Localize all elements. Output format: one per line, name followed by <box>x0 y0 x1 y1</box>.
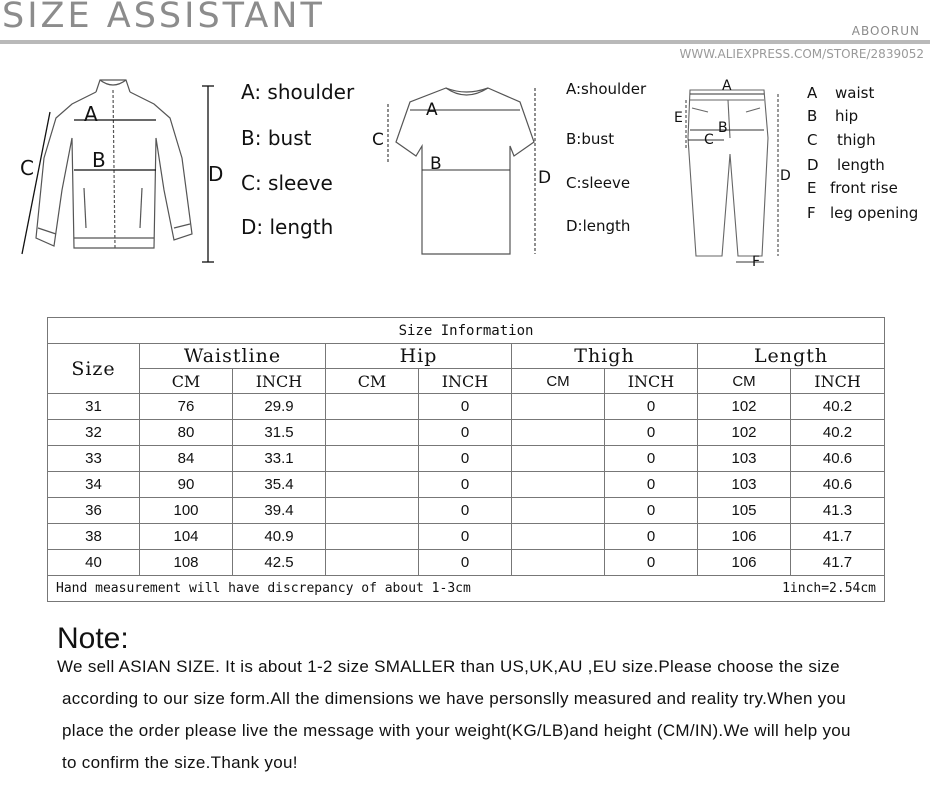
measurement-cell: 0 <box>419 420 512 446</box>
size-cell: 34 <box>48 472 140 498</box>
tshirt-illustration <box>370 82 560 262</box>
size-cell: 31 <box>48 394 140 420</box>
pants-legend-thigh <box>807 131 876 149</box>
unit-header: CM <box>698 369 791 394</box>
table-row <box>48 550 885 576</box>
measurement-cell <box>326 420 419 446</box>
pants-legend-letter: C <box>807 131 818 149</box>
measurement-cell: 0 <box>605 550 698 576</box>
pants-diagram <box>672 78 802 268</box>
note-line: place the order please live the message with your weight(KG/LB)and height (CM/IN).We will help you <box>62 721 851 740</box>
table-row <box>48 498 885 524</box>
unit-header: INCH <box>233 369 326 394</box>
pants-legend-text: hip <box>835 107 859 125</box>
measurement-cell: 40.6 <box>791 446 885 472</box>
table-body <box>48 394 885 576</box>
measurement-cell: 0 <box>419 446 512 472</box>
size-cell: 38 <box>48 524 140 550</box>
measurement-cell: 0 <box>419 498 512 524</box>
measurement-cell: 108 <box>140 550 233 576</box>
measurement-cell: 0 <box>605 420 698 446</box>
tshirt-diagram <box>370 82 560 262</box>
jacket-label-shoulder: A: shoulder <box>241 80 355 104</box>
measurement-cell: 0 <box>605 472 698 498</box>
measurement-cell <box>512 550 605 576</box>
measurement-cell: 42.5 <box>233 550 326 576</box>
measurement-cell: 84 <box>140 446 233 472</box>
unit-header: INCH <box>605 369 698 394</box>
brand-name: ABOORUN <box>851 24 920 38</box>
tshirt-letter-c: C <box>372 130 384 150</box>
inch-conversion: 1inch=2.54cm <box>782 581 877 596</box>
jacket-label-length: D: length <box>241 215 334 239</box>
pants-legend-hip <box>807 107 858 125</box>
measurement-cell: 0 <box>605 394 698 420</box>
table-footer <box>48 576 885 602</box>
measurement-cell: 41.7 <box>791 524 885 550</box>
pants-letter-c: C <box>704 132 714 148</box>
measurement-cell <box>512 498 605 524</box>
measurement-cell: 29.9 <box>233 394 326 420</box>
measurement-cell: 80 <box>140 420 233 446</box>
measurement-cell: 106 <box>698 524 791 550</box>
measurement-cell <box>512 420 605 446</box>
pants-legend-letter: F <box>807 204 816 222</box>
measurement-cell <box>512 394 605 420</box>
note-line: according to our size form.All the dimensions we have personslly measured and reality try.When you <box>62 689 847 708</box>
measurement-cell <box>512 472 605 498</box>
store-url: WWW.ALIEXPRESS.COM/STORE/2839052 <box>679 47 924 61</box>
size-cell: 40 <box>48 550 140 576</box>
measurement-cell <box>326 394 419 420</box>
pants-letter-f: F <box>752 254 761 270</box>
tshirt-label-bust: B:bust <box>566 130 615 148</box>
tshirt-label-shoulder: A:shoulder <box>566 80 647 98</box>
measurement-cell <box>326 550 419 576</box>
measurement-cell: 0 <box>605 498 698 524</box>
measurement-cell: 104 <box>140 524 233 550</box>
tshirt-letter-b: B <box>430 154 442 174</box>
measurement-cell <box>326 472 419 498</box>
pants-legend-text: thigh <box>837 131 876 149</box>
measurement-cell: 90 <box>140 472 233 498</box>
measurement-cell <box>326 498 419 524</box>
group-header-length: Length <box>698 344 885 369</box>
table-row <box>48 446 885 472</box>
measurement-cell <box>512 524 605 550</box>
pants-legend-letter: A <box>807 84 818 102</box>
measurement-cell: 100 <box>140 498 233 524</box>
jacket-letter-d: D <box>208 162 224 186</box>
note-line: to confirm the size.Thank you! <box>62 753 298 772</box>
measurement-cell <box>326 446 419 472</box>
measurement-cell: 103 <box>698 446 791 472</box>
table-row <box>48 394 885 420</box>
pants-legend-length <box>807 156 885 174</box>
measurement-cell: 0 <box>419 472 512 498</box>
size-cell: 36 <box>48 498 140 524</box>
pants-letter-e: E <box>674 110 683 126</box>
jacket-label-sleeve: C: sleeve <box>241 171 333 195</box>
note-line: We sell ASIAN SIZE. It is about 1-2 size SMALLER than US,UK,AU ,EU size.Please choose the size <box>57 657 840 676</box>
measurement-cell: 40.2 <box>791 420 885 446</box>
header-divider <box>0 40 930 44</box>
table-row <box>48 524 885 550</box>
jacket-label-bust: B: bust <box>241 126 312 150</box>
table-caption: Size Information <box>48 318 885 344</box>
pants-legend-text: front rise <box>830 179 898 197</box>
measurement-cell: 0 <box>419 550 512 576</box>
pants-legend-waist <box>807 84 874 102</box>
pants-letter-d: D <box>780 168 791 184</box>
unit-header: INCH <box>419 369 512 394</box>
measurement-cell: 41.7 <box>791 550 885 576</box>
tshirt-label-sleeve: C:sleeve <box>566 174 631 192</box>
pants-legend-leg-opening <box>807 204 918 222</box>
measurement-cell: 0 <box>605 524 698 550</box>
measurement-cell: 40.6 <box>791 472 885 498</box>
jacket-letter-c: C <box>20 156 34 180</box>
group-header-thigh: Thigh <box>512 344 698 369</box>
jacket-illustration <box>14 78 224 268</box>
jacket-letter-a: A <box>84 102 98 126</box>
discrepancy-note: Hand measurement will have discrepancy of about 1-3cm <box>56 581 471 596</box>
page-title: SIZE ASSISTANT <box>2 0 325 36</box>
measurement-cell: 33.1 <box>233 446 326 472</box>
measurement-cell: 76 <box>140 394 233 420</box>
measurement-cell: 41.3 <box>791 498 885 524</box>
measurement-cell <box>512 446 605 472</box>
unit-header: CM <box>512 369 605 394</box>
size-cell: 33 <box>48 446 140 472</box>
measurement-cell: 102 <box>698 420 791 446</box>
measurement-cell: 103 <box>698 472 791 498</box>
pants-legend-letter: E <box>807 179 817 197</box>
group-header-hip: Hip <box>326 344 512 369</box>
measurement-cell: 40.2 <box>791 394 885 420</box>
measurement-cell: 0 <box>419 524 512 550</box>
measurement-cell: 0 <box>419 394 512 420</box>
measurement-cell: 0 <box>605 446 698 472</box>
jacket-letter-b: B <box>92 148 106 172</box>
table-row <box>48 472 885 498</box>
jacket-diagram <box>14 78 224 268</box>
pants-legend-text: waist <box>835 84 875 102</box>
pants-letter-a: A <box>722 78 732 94</box>
unit-header: CM <box>140 369 233 394</box>
pants-legend-letter: D <box>807 156 819 174</box>
measurement-cell: 106 <box>698 550 791 576</box>
tshirt-letter-d: D <box>538 168 552 188</box>
measurement-cell: 105 <box>698 498 791 524</box>
measurement-cell: 40.9 <box>233 524 326 550</box>
measurement-cell: 35.4 <box>233 472 326 498</box>
table-row <box>48 420 885 446</box>
pants-legend-front-rise <box>807 179 898 197</box>
measurement-cell: 102 <box>698 394 791 420</box>
measurement-cell: 31.5 <box>233 420 326 446</box>
pants-legend-text: leg opening <box>830 204 919 222</box>
group-header-waistline: Waistline <box>140 344 326 369</box>
size-cell: 32 <box>48 420 140 446</box>
measurement-cell <box>326 524 419 550</box>
tshirt-label-length: D:length <box>566 217 631 235</box>
unit-header: CM <box>326 369 419 394</box>
tshirt-letter-a: A <box>426 100 438 120</box>
size-header: Size <box>48 344 140 394</box>
pants-letter-b: B <box>718 120 728 136</box>
note-title: Note: <box>57 622 129 655</box>
measurement-cell: 39.4 <box>233 498 326 524</box>
size-table <box>47 317 885 602</box>
pants-legend-letter: B <box>807 107 818 125</box>
pants-legend-text: length <box>837 156 885 174</box>
unit-header: INCH <box>791 369 885 394</box>
